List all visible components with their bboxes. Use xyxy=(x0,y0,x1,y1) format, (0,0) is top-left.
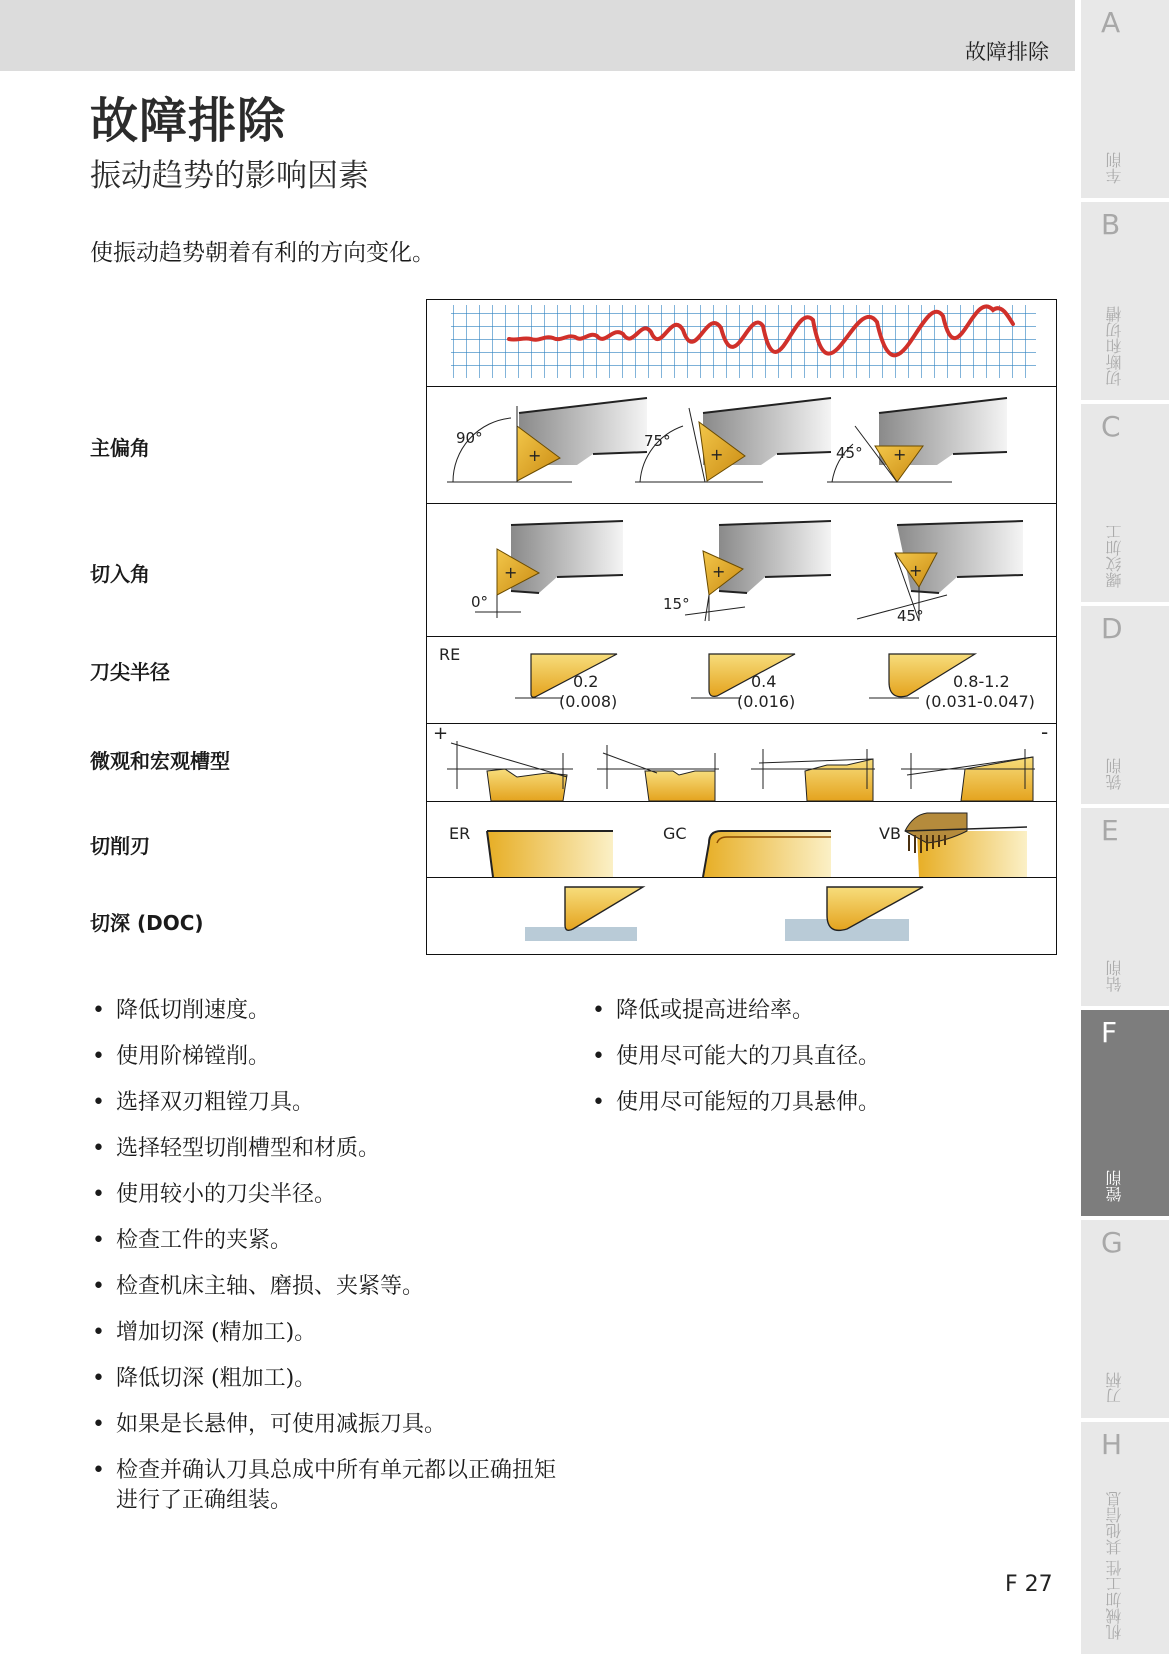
cutting-edge-panel xyxy=(449,813,1027,877)
svg-text:+: + xyxy=(893,445,907,464)
entering-angle-panel xyxy=(447,398,1007,482)
intro-text: 使振动趋势朝着有利的方向变化。 xyxy=(90,240,435,266)
page-subtitle: 振动趋势的影响因素 xyxy=(90,158,369,194)
list-item: • 使用尽可能短的刀具悬伸。 xyxy=(590,1088,990,1118)
radius-inch-3: (0.031-0.047) xyxy=(925,692,1035,711)
row-label-cutting-edge: 切削刃 xyxy=(90,834,150,858)
list-item: • 选择轻型切削槽型和材质。 xyxy=(90,1134,560,1164)
tab-label: 钻削 xyxy=(1105,960,1124,992)
tab-c-threading[interactable] xyxy=(1081,404,1169,602)
tab-letter: F xyxy=(1101,1016,1118,1049)
geometry-plus: + xyxy=(433,723,449,744)
tab-letter: A xyxy=(1101,6,1121,39)
figure-drawing xyxy=(427,300,1058,956)
tab-e-drilling[interactable] xyxy=(1081,808,1169,1006)
tab-label: 机械加工性 其他信息 xyxy=(1105,1490,1124,1640)
list-item: • 使用阶梯镗削。 xyxy=(90,1042,560,1072)
list-item: • 使用尽可能大的刀具直径。 xyxy=(590,1042,990,1072)
entering-angle-45: 45° xyxy=(836,444,863,462)
list-item: • 使用较小的刀尖半径。 xyxy=(90,1180,560,1210)
radius-value-2: 0.4 xyxy=(751,672,777,691)
row-label-nose-radius: 刀尖半径 xyxy=(90,660,170,684)
list-item: • 如果是长悬伸，可使用减振刀具。 xyxy=(90,1410,560,1440)
lead-angle-panel xyxy=(471,521,1023,625)
tab-letter: H xyxy=(1101,1428,1123,1461)
svg-text:+: + xyxy=(528,446,542,465)
bullet-list-right xyxy=(590,996,990,1134)
edge-er: ER xyxy=(449,824,471,843)
radius-inch-2: (0.016) xyxy=(737,692,796,711)
tab-label: 镗削 xyxy=(1105,1170,1124,1202)
tab-label: 刀柄 xyxy=(1105,1372,1124,1404)
radius-value-1: 0.2 xyxy=(573,672,599,691)
tab-label: 铣削 xyxy=(1105,758,1124,790)
svg-text:+: + xyxy=(712,562,726,581)
tab-label: 切断和切槽 xyxy=(1105,306,1124,386)
tab-letter: B xyxy=(1101,208,1121,241)
tab-label: 螺纹加工 xyxy=(1105,524,1124,588)
tab-label: 车削 xyxy=(1105,152,1124,184)
lead-angle-0: 0° xyxy=(471,593,489,611)
svg-text:+: + xyxy=(909,561,923,580)
radius-value-3: 0.8-1.2 xyxy=(953,672,1010,691)
svg-text:+: + xyxy=(710,445,724,464)
page-title: 故障排除 xyxy=(90,93,287,149)
nose-radius-panel xyxy=(439,645,1035,711)
bullet-list-left xyxy=(90,996,560,1532)
lead-angle-15: 15° xyxy=(663,595,690,613)
row-label-geometry: 微观和宏观槽型 xyxy=(90,749,230,773)
list-item: • 降低切深 (粗加工)。 xyxy=(90,1364,560,1394)
list-item: • 选择双刃粗镗刀具。 xyxy=(90,1088,560,1118)
tab-f-boring[interactable] xyxy=(1081,1010,1169,1216)
tab-a-turning[interactable] xyxy=(1081,0,1169,198)
header-title: 故障排除 xyxy=(965,40,1049,64)
header-bar xyxy=(0,0,1075,71)
list-item: • 检查工件的夹紧。 xyxy=(90,1226,560,1256)
list-item: • 增加切深 (精加工)。 xyxy=(90,1318,560,1348)
radius-inch-1: (0.008) xyxy=(559,692,618,711)
row-label-lead-angle: 切入角 xyxy=(90,562,150,586)
vibration-wave-panel xyxy=(451,305,1036,378)
svg-text:+: + xyxy=(504,563,518,582)
vibration-factors-figure xyxy=(426,299,1057,955)
page-number: F 27 xyxy=(1005,1572,1053,1597)
list-item: • 检查机床主轴、磨损、夹紧等。 xyxy=(90,1272,560,1302)
geometry-panel xyxy=(433,720,1048,801)
list-item: • 降低切削速度。 xyxy=(90,996,560,1026)
tab-letter: D xyxy=(1101,612,1123,645)
list-item: • 降低或提高进给率。 xyxy=(590,996,990,1026)
tab-h-machinability[interactable] xyxy=(1081,1422,1169,1654)
entering-angle-90: 90° xyxy=(456,429,483,447)
lead-angle-45: 45° xyxy=(897,607,924,625)
row-label-depth-of-cut: 切深 (DOC) xyxy=(90,911,204,935)
tab-letter: E xyxy=(1101,814,1119,847)
geometry-minus: - xyxy=(1041,720,1049,744)
entering-angle-75: 75° xyxy=(644,432,671,450)
depth-of-cut-panel xyxy=(525,887,923,941)
tab-letter: G xyxy=(1101,1226,1123,1259)
edge-gc: GC xyxy=(663,824,687,843)
row-label-entering-angle: 主偏角 xyxy=(90,436,150,460)
radius-label: RE xyxy=(439,645,461,664)
tab-d-milling[interactable] xyxy=(1081,606,1169,804)
edge-vb: VB xyxy=(879,824,901,843)
tab-b-parting-grooving[interactable] xyxy=(1081,202,1169,400)
tab-g-tool-holding[interactable] xyxy=(1081,1220,1169,1418)
list-item: • 检查并确认刀具总成中所有单元都以正确扭矩进行了正确组装。 xyxy=(90,1456,560,1516)
tab-letter: C xyxy=(1101,410,1121,443)
grid-background xyxy=(451,305,1036,378)
